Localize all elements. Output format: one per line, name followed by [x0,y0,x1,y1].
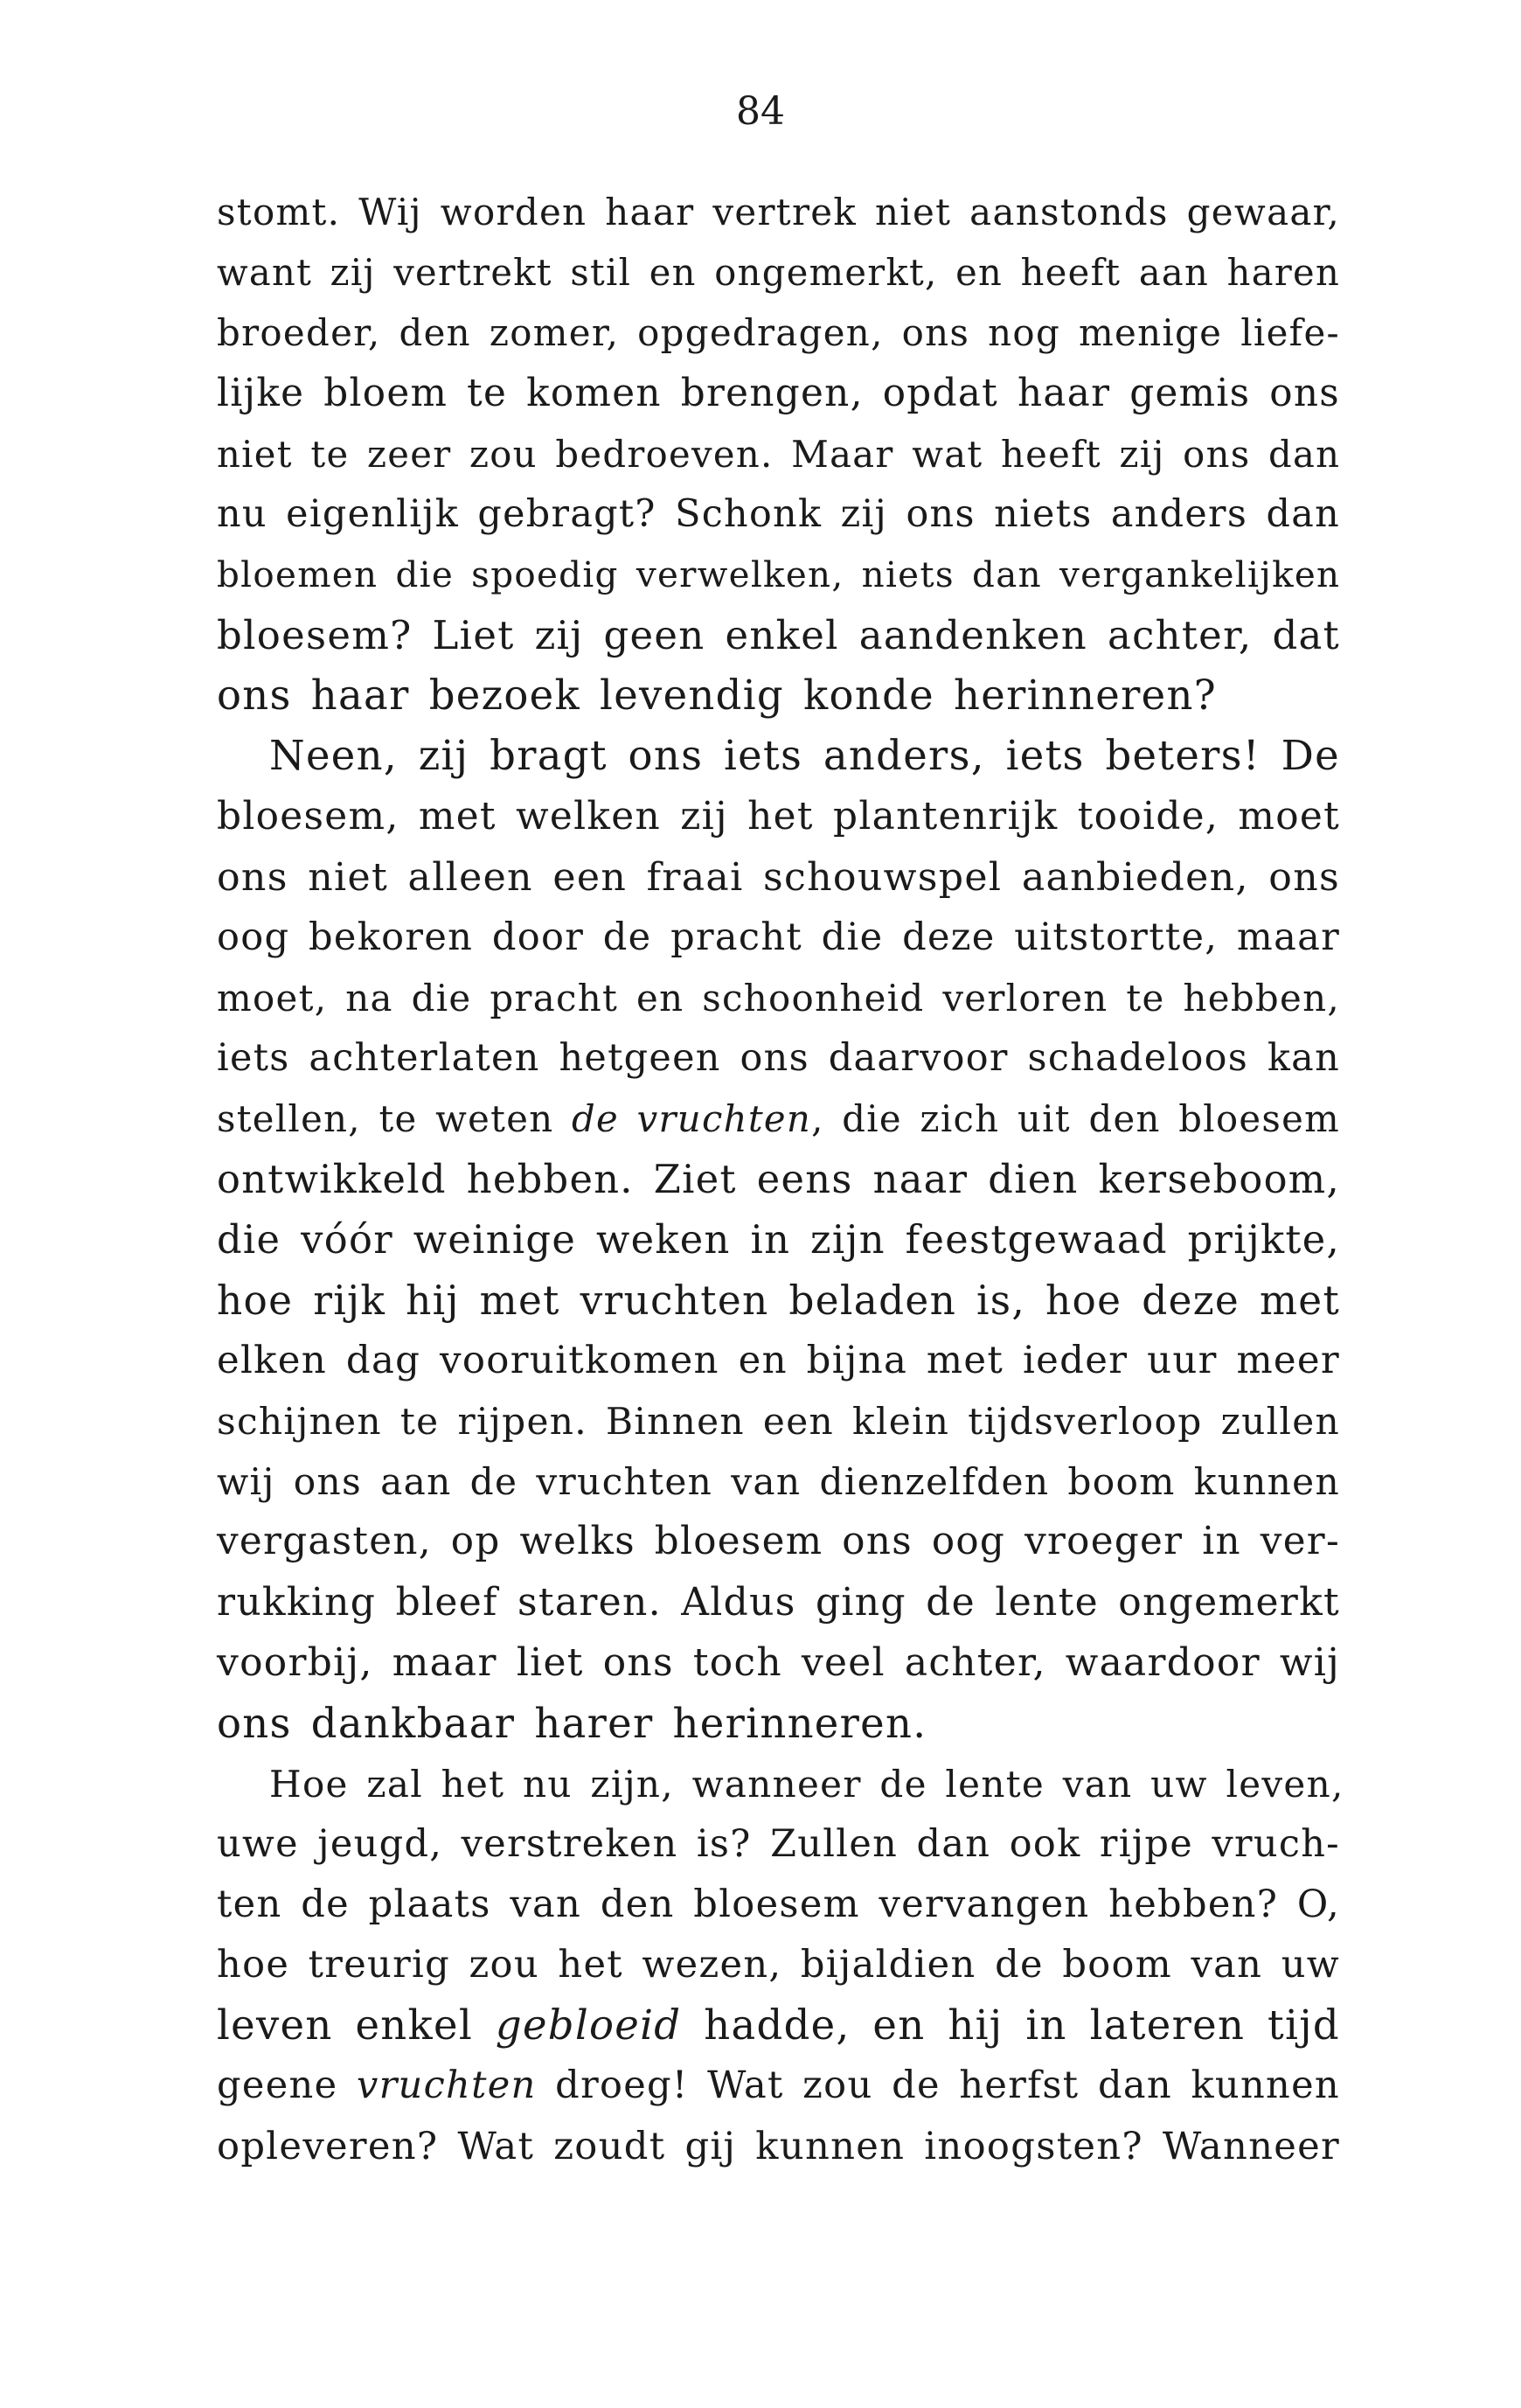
text-line: bloemen die spoedig verwelken, niets dan vergankelijken [217,553,1341,595]
text-line-with-emphasis [217,1995,1340,2056]
body-text [217,182,1344,2177]
text-line: niet te zeer zou bedroeven. Maar wat heeft zij ons dan [217,432,1341,476]
text-line: ten de plaats van den bloesem vervangen hebben? O, [217,1882,1340,1926]
emphasized-text: gebloeid [495,2001,682,2050]
text-line: elken dag vooruitkomen en bijna met ieder uur meer [217,1338,1340,1382]
text-segment: stellen, te weten [217,1097,573,1141]
text-line: moet, na die pracht en schoonheid verloren te hebben, [217,976,1340,1020]
text-line: opleveren? Wat zoudt gij kunnen inoogsten? Wanneer [217,2124,1340,2168]
text-line: stomt. Wij worden haar vertrek niet aanstonds gewaar, [217,191,1340,233]
text-line: wij ons aan de vruchten van dienzelfden boom kunnen [217,1459,1340,1503]
paragraph-start-line: Neen, zij bragt ons iets anders, iets beters! De [269,732,1340,780]
text-line-with-emphasis [217,1089,1340,1149]
text-segment: geene [217,2064,357,2108]
text-line: voorbij, maar liet ons toch veel achter, waardoor wij [217,1640,1340,1686]
text-line: lijke bloem te komen brengen, opdat haar gemis ons [217,371,1340,416]
text-line: hoe treurig zou het wezen, bijaldien de boom van uw [217,1943,1340,1987]
text-line: ons niet alleen een fraai schouwspel aanbieden, ons [217,854,1340,900]
text-line-with-emphasis [217,2056,1340,2116]
emphasized-text: vruchten [356,2064,537,2108]
text-segment: , die zich uit den bloesem [811,1097,1340,1141]
text-line: bloesem? Liet zij geen enkel aandenken achter, dat [217,611,1340,658]
text-line: schijnen te rijpen. Binnen een klein tijdsverloop zullen [217,1399,1340,1443]
page-number: 84 [736,89,785,134]
text-line: nu eigenlijk gebragt? Schonk zij ons niets anders dan [217,491,1340,536]
paragraph-start-line: Hoe zal het nu zijn, wanneer de lente van uw leven, [269,1762,1344,1806]
text-line: want zij vertrekt stil en ongemerkt, en heeft aan haren [217,251,1341,295]
text-line: ontwikkeld hebben. Ziet eens naar dien kerseboom, [217,1156,1340,1203]
text-segment: leven enkel [217,2001,496,2050]
text-segment: droeg! Wat zou de herfst dan kunnen [536,2064,1340,2108]
emphasized-text: de vruchten [572,1097,812,1141]
text-line: vergasten, op welks bloesem ons oog vroeger in ver- [217,1520,1340,1564]
text-line: oog bekoren door de pracht die deze uitstortte, maar [217,915,1340,959]
text-line: broeder, den zomer, opgedragen, ons nog menige liefe- [217,311,1340,355]
text-segment: hadde, en hij in lateren tijd [681,2001,1341,2050]
text-line: bloesem, met welken zij het plantenrijk tooide, moet [217,794,1340,839]
text-line: uwe jeugd, verstreken is? Zullen dan ook rijpe vruch- [217,1821,1340,1866]
text-line: die vóór weinige weken in zijn feestgewaad prijkte, [217,1216,1340,1263]
text-line: hoe rijk hij met vruchten beladen is, hoe deze met [217,1277,1340,1324]
text-line: iets achterlaten hetgeen ons daarvoor schadeloos kan [217,1035,1340,1080]
text-line: ons dankbaar harer herinneren. [217,1699,927,1747]
text-line: rukking bleef staren. Aldus ging de lente ongemerkt [217,1580,1340,1625]
text-line: ons haar bezoek levendig konde herinneren? [217,672,1217,720]
